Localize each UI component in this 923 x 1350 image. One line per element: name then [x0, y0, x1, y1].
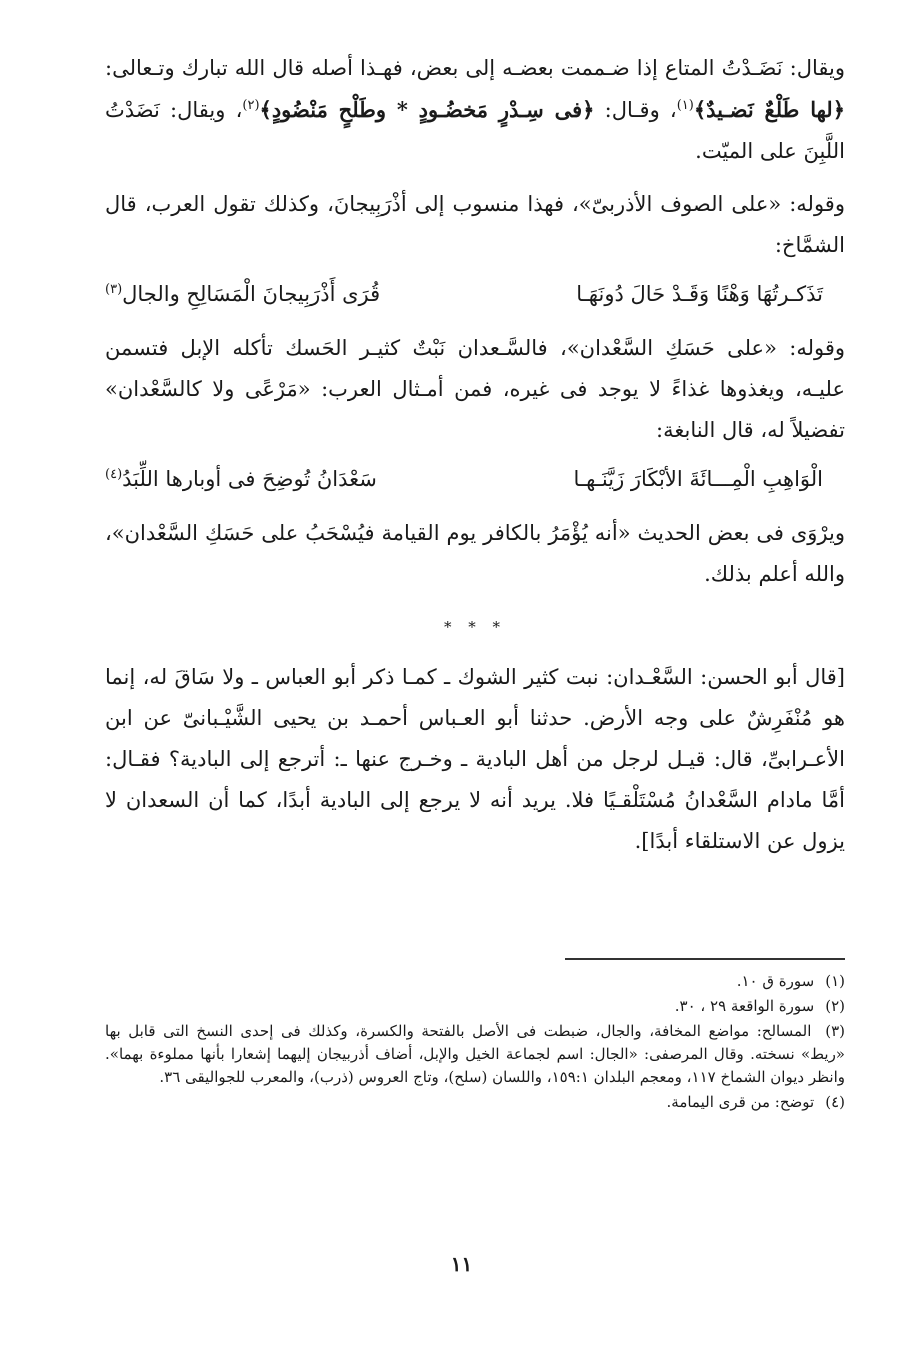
footnote-text: سورة الواقعة ٢٩ ، ٣٠.	[674, 997, 815, 1015]
text-run: ويقال: نَضَـدْتُ المتاع إذا ضـممت بعضـه إلى بعض، فهـذا أصله قال الله تبارك وتـعالى:	[105, 56, 845, 80]
verse-nabigha	[105, 459, 845, 499]
footnote-4	[105, 1091, 845, 1114]
paragraph-2: وقوله: «على الصوف الأذربىّ»، فهذا منسوب إلى أذْرَبِيجانَ، وكذلك تقول العرب، قال الشمَّاخ:	[105, 192, 845, 257]
footnote-1	[105, 970, 845, 993]
footnote-ref-1: (١)	[676, 98, 694, 113]
paragraph-1	[105, 48, 845, 172]
page-number: ١١	[450, 1252, 473, 1276]
verse-shammakh	[105, 274, 845, 314]
footnote-divider	[565, 958, 845, 960]
main-text	[105, 48, 845, 868]
text-run: ، ويقال: نَضَدْتُ اللَّبِنَ على الميّت.	[105, 98, 845, 163]
verse-hemistich-1: الْوَاهِبِ الْمِـــائَةَ الأبْكَارَ زَيَّنَـهـا	[573, 467, 823, 491]
paragraph-4: ويرْوَى فى بعض الحديث «أنه يُؤْمَرُ بالكافر يوم القيامة فيُسْحَبُ على حَسَكِ السَّعْدان»، والله أعلم بذلك.	[105, 521, 845, 586]
footnotes	[105, 970, 845, 1116]
footnote-number: (٤)	[825, 1093, 845, 1111]
footnote-ref-2: (٢)	[242, 98, 260, 113]
verse-hemistich-2	[105, 459, 377, 499]
footnote-3	[105, 1020, 845, 1089]
footnote-ref-4: (٤)	[105, 467, 123, 482]
verse-hemistich-2	[105, 274, 380, 314]
footnote-ref-3: (٣)	[105, 282, 123, 297]
footnote-text: توضح: من قرى اليمامة.	[666, 1093, 815, 1111]
verse-text: قُرَى أَذْرَبِيجانَ الْمَسَالِحِ والجال	[122, 282, 381, 306]
footnote-number: (١)	[825, 972, 845, 990]
footnote-text: سورة ق ١٠.	[736, 972, 815, 990]
footnote-text: المسالح: مواضع المخافة، والجال، ضبطت فى الأصل بالفتحة والكسرة، وكذلك فى إحدى النسخ التى قابل بها «ريط» نسخته. وقال المرصفى: «الجال: اسم لجماعة الخيل والإبل، أضاف أذربيجان إليهما إشعارا بأنها مملوءة بهما». وانظر ديوان الشماخ ١١٧، ومعجم البلدان ١٥٩:١، واللسان (سلح)، وتاج العروس (ذرب)، والمعرب للجواليقى ٣٦.	[105, 1022, 845, 1086]
footnote-number: (٣)	[825, 1022, 845, 1040]
quran-quote-2: ﴿فى سِـدْرٍ مَخضُـودٍ * وطَلْحٍ مَنْضُودٍ﴾	[259, 97, 595, 122]
footnote-number: (٢)	[825, 997, 845, 1015]
section-separator: * * *	[443, 618, 507, 636]
paragraph-5: [قال أبو الحسن: السَّعْـدان: نبت كثير الشوك ـ كمـا ذكر أبو العباس ـ ولا سَاقَ له، إنما هو مُنْفَرِشٌ على وجه الأرض. حدثنا أبو العـباس أحمـد بن يحيى الشَّيْـبانىّ عن ابن الأعـرابىِّ، قال: قيـل لرجل من أهل البادية ـ وخـرج عنها ـ: أترجع إلى البادية؟ فقـال: أمَّا مادام السَّعْدانُ مُسْتَلْقـيًا فلا. يريد أنه لا يرجع إلى البادية أبدًا، كما أن السعدان لا يزول عن الاستلقاء أبدًا].	[105, 665, 845, 853]
verse-hemistich-1: تَذَكـرتُهَا وَهْنًا وَقَـدْ حَالَ دُونَهَـا	[576, 282, 823, 306]
footnote-2	[105, 995, 845, 1018]
quran-quote-1: ﴿لها طَلْعٌ نَضـيدٌ﴾	[693, 97, 846, 122]
paragraph-3: وقوله: «على حَسَكِ السَّعْدان»، فالسَّـعدان نَبْتٌ كثيـر الحَسك تأكله الإبل فتسمن عليـه، ويغذوها غذاءً لا يوجد فى غيره، فمن أمـثال العرب: «مَرْعًى ولا كالسَّعْدان» تفضيلاً له، قال النابغة:	[105, 336, 845, 442]
verse-text: سَعْدَانُ تُوضِحَ فى أوبارها اللِّبَدُ	[122, 467, 377, 491]
text-run: ، وقـال:	[594, 98, 677, 122]
